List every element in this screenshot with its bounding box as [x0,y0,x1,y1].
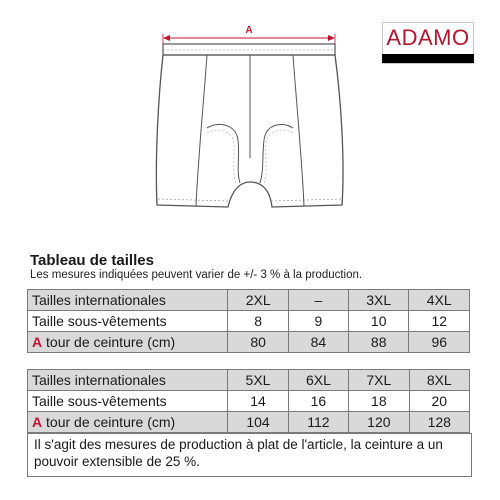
table-row [28,332,470,353]
table-row [28,412,470,433]
table-row [28,311,470,332]
table-cell: 96 [409,332,470,353]
table-row [28,290,470,311]
measure-marker: A [32,414,43,430]
row-label [28,412,228,433]
left-panel-seam [196,55,207,206]
table-cell: 9 [288,311,348,332]
right-panel-seam [293,55,304,206]
measure-marker: A [32,334,43,350]
waistband-outline [163,44,335,55]
logo-text: ADAMO [386,25,470,50]
table-cell: 104 [228,412,288,433]
table-cell: 20 [409,391,469,412]
row-label: Tailles internationales [28,370,228,391]
left-hem-stitch [158,199,229,201]
table-cell: 5XL [228,370,288,391]
size-table-2 [27,369,470,433]
size-chart-note: Il s'agit des mesures de production à plat de l'article, la ceinture a un pouvoir extensible de 25 %. [27,433,472,477]
right-hem-stitch [271,199,341,201]
logo-bar [382,54,474,63]
size-table-1 [27,289,470,353]
table-cell: 8 [228,311,289,332]
table-cell: 18 [349,391,409,412]
table-cell: 120 [349,412,409,433]
arrow-right-head [328,35,335,41]
row-label: Tailles internationales [28,290,228,311]
table-cell: 84 [288,332,348,353]
table-cell: 3XL [348,290,409,311]
arrow-left-head [163,35,170,41]
table-cell: 128 [409,412,469,433]
table-cell: 4XL [409,290,470,311]
size-chart-title: Tableau de tailles [30,252,154,269]
table-cell: 16 [288,391,348,412]
table-cell: 6XL [288,370,348,391]
table-cell: 8XL [409,370,469,391]
row-label: Taille sous-vêtements [28,391,228,412]
row-label [28,332,228,353]
table-cell: 12 [409,311,470,332]
table-cell: – [288,290,348,311]
row-label-text: tour de ceinture (cm) [46,334,176,350]
table-cell: 10 [348,311,409,332]
size-chart-subtitle: Les mesures indiquées peuvent varier de +/- 3 % à la production. [30,269,363,281]
table-cell: 80 [228,332,289,353]
row-label-text: tour de ceinture (cm) [46,414,176,430]
table-cell: 7XL [349,370,409,391]
measure-label-a: A [245,25,253,36]
table-cell: 14 [228,391,288,412]
table-cell: 112 [288,412,348,433]
table-row [28,370,470,391]
table-row [28,391,470,412]
table-cell: 88 [348,332,409,353]
row-label: Taille sous-vêtements [28,311,228,332]
brand-logo [382,22,474,66]
table-cell: 2XL [228,290,289,311]
